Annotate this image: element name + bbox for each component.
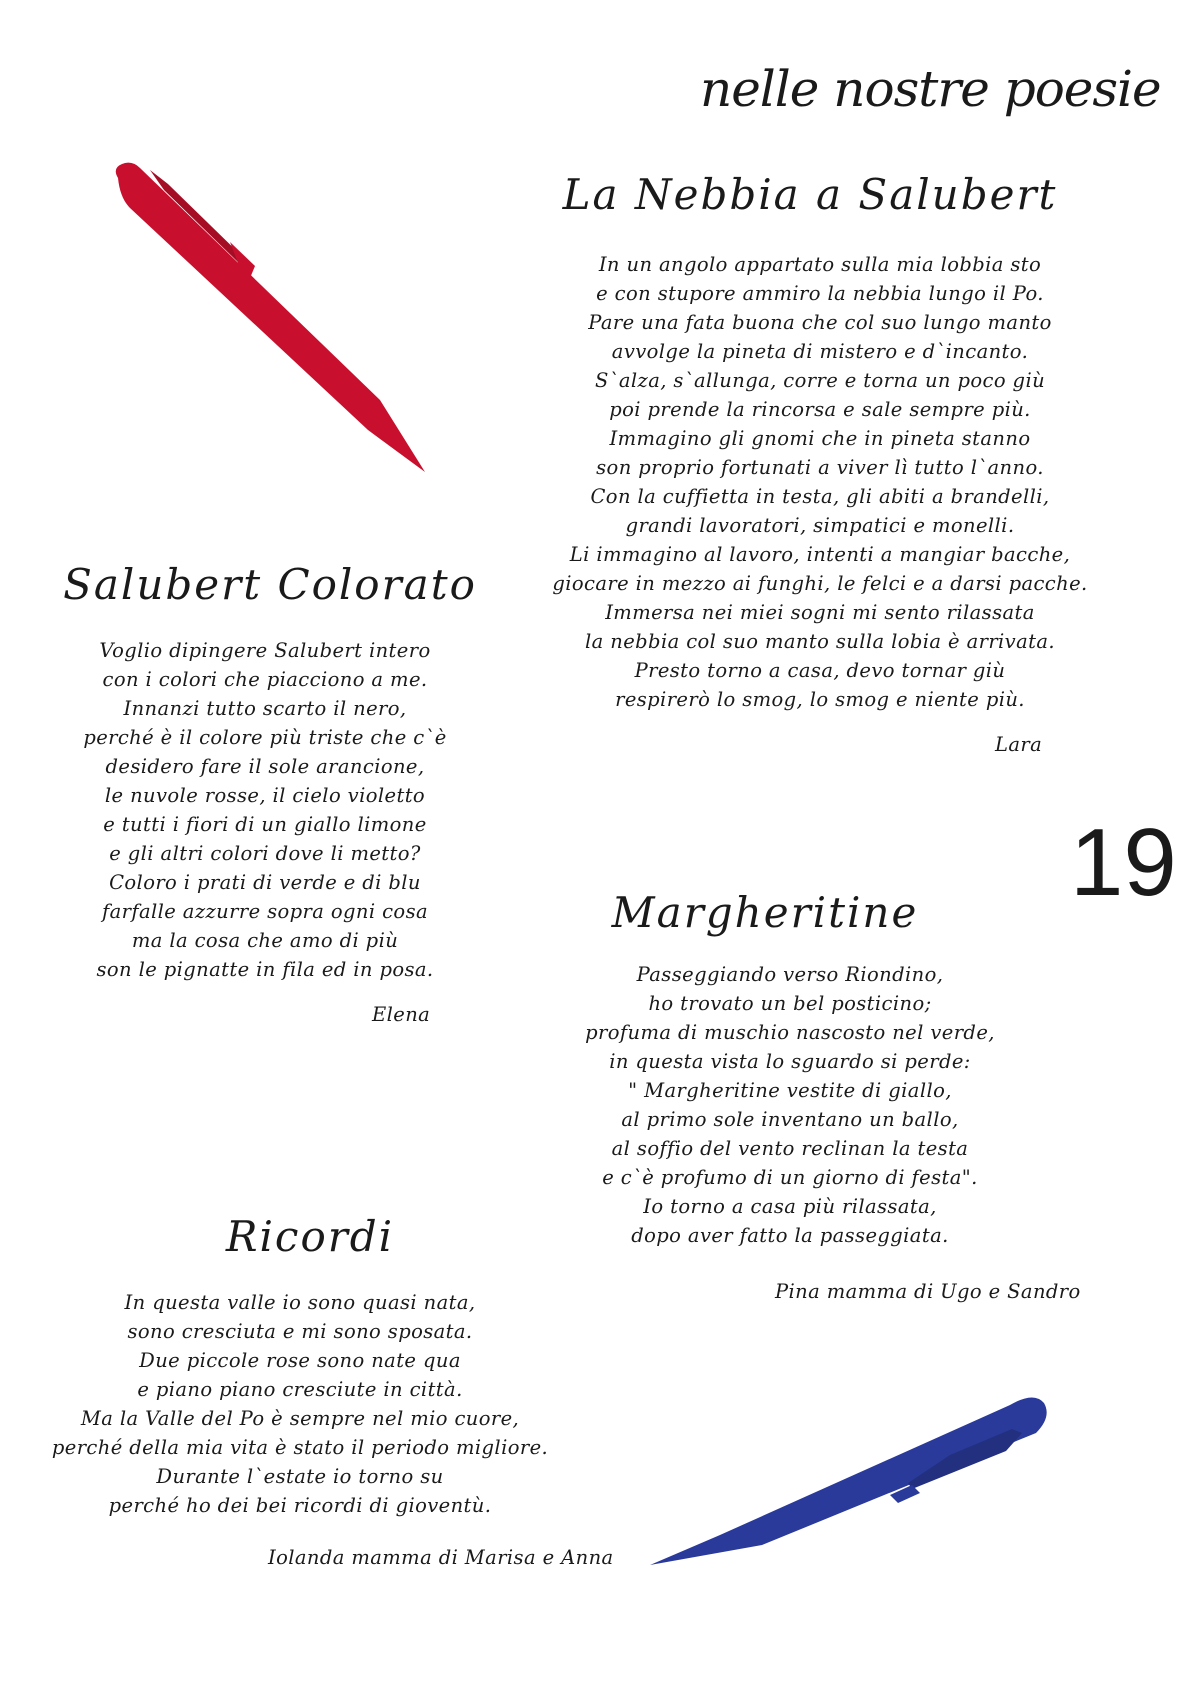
poem-line: sono cresciuta e mi sono sposata. — [127, 1320, 473, 1343]
poem-body-ricordi — [20, 1288, 580, 1520]
poem-line: in questa vista lo sguardo si perde: — [609, 1050, 971, 1073]
poem-line: son proprio fortunati a viver lì tutto l`anno. — [596, 456, 1044, 479]
poem-body-colorato — [20, 636, 510, 984]
poem-line: Voglio dipingere Salubert intero — [99, 639, 431, 662]
poem-line: Durante l`estate io torno su — [156, 1465, 444, 1488]
poem-line: profuma di muschio nascosto nel verde, — [585, 1021, 995, 1044]
poem-line: al primo sole inventano un ballo, — [621, 1108, 959, 1131]
poem-author-nebbia: Lara — [995, 733, 1043, 756]
poem-line: Innanzi tutto scarto il nero, — [123, 697, 407, 720]
page-number: 19 — [1070, 809, 1177, 916]
poem-line: poi prende la rincorsa e sale sempre più. — [609, 398, 1031, 421]
poem-line: Ma la Valle del Po è sempre nel mio cuore, — [80, 1407, 520, 1430]
poem-title-margheritine: Margheritine — [611, 888, 919, 937]
poem-line: Presto torno a casa, devo tornar giù — [634, 659, 1006, 682]
poem-author-ricordi: Iolanda mamma di Marisa e Anna — [268, 1546, 614, 1569]
poem-line: perché è il colore più triste che c`è — [83, 726, 447, 749]
poem-line: respirerò lo smog, lo smog e niente più. — [615, 688, 1025, 711]
poem-line: In questa valle io sono quasi nata, — [124, 1291, 476, 1314]
poem-line: e con stupore ammiro la nebbia lungo il Po. — [596, 282, 1044, 305]
poem-line: desidero fare il sole arancione, — [105, 755, 425, 778]
poem-title-ricordi: Ricordi — [225, 1212, 395, 1261]
poem-line: Li immagino al lavoro, intenti a mangiar bacche, — [569, 543, 1071, 566]
poem-line: Coloro i prati di verde e di blu — [109, 871, 421, 894]
red-pen-icon — [110, 160, 430, 480]
poem-line: ho trovato un bel posticino; — [648, 992, 932, 1015]
poem-line: ma la cosa che amo di più — [131, 929, 399, 952]
poem-line: Immagino gli gnomi che in pineta stanno — [609, 427, 1031, 450]
poem-line: Pare una fata buona che col suo lungo manto — [588, 311, 1052, 334]
poem-line: e gli altri colori dove li metto? — [109, 842, 421, 865]
poem-line: In un angolo appartato sulla mia lobbia sto — [598, 253, 1042, 276]
poem-line: son le pignatte in fila ed in posa. — [96, 958, 434, 981]
poem-line: S`alza, s`allunga, corre e torna un poco giù — [594, 369, 1046, 392]
poem-line: avvolge la pineta di mistero e d`incanto. — [611, 340, 1029, 363]
poem-line: farfalle azzurre sopra ogni cosa — [101, 900, 429, 923]
poem-line: e c`è profumo di un giorno di festa". — [602, 1166, 978, 1189]
poem-line: " Margheritine vestite di giallo, — [628, 1079, 952, 1102]
poem-line: al soffio del vento reclinan la testa — [611, 1137, 969, 1160]
poem-line: Con la cuffietta in testa, gli abiti a brandelli, — [590, 485, 1050, 508]
poem-line: Io torno a casa più rilassata, — [643, 1195, 937, 1218]
poem-title-colorato: Salubert Colorato — [63, 560, 477, 609]
poem-line: la nebbia col suo manto sulla lobia è arrivata. — [585, 630, 1055, 653]
poem-line: perché ho dei bei ricordi di gioventù. — [108, 1494, 492, 1517]
poem-line: dopo aver fatto la passeggiata. — [631, 1224, 949, 1247]
poem-author-margheritine: Pina mamma di Ugo e Sandro — [775, 1280, 1081, 1303]
poem-line: giocare in mezzo ai funghi, le felci e a darsi pacche. — [552, 572, 1088, 595]
blue-pen-icon — [650, 1385, 1050, 1570]
poem-line: e piano piano cresciute in città. — [137, 1378, 463, 1401]
poem-line: Passeggiando verso Riondino, — [636, 963, 944, 986]
poem-body-nebbia — [500, 250, 1140, 714]
poem-line: e tutti i fiori di un giallo limone — [103, 813, 427, 836]
poem-line: Due piccole rose sono nate qua — [139, 1349, 461, 1372]
poem-line: perché della mia vita è stato il periodo migliore. — [51, 1436, 549, 1459]
page-header: nelle nostre poesie — [700, 60, 1161, 118]
poem-line: Immersa nei miei sogni mi sento rilassata — [605, 601, 1035, 624]
poem-line: le nuvole rosse, il cielo violetto — [104, 784, 426, 807]
poem-line: grandi lavoratori, simpatici e monelli. — [625, 514, 1015, 537]
poem-body-margheritine — [540, 960, 1040, 1250]
poem-line: con i colori che piacciono a me. — [102, 668, 428, 691]
poem-author-colorato: Elena — [372, 1003, 431, 1026]
poem-title-nebbia: La Nebbia a Salubert — [562, 170, 1058, 219]
